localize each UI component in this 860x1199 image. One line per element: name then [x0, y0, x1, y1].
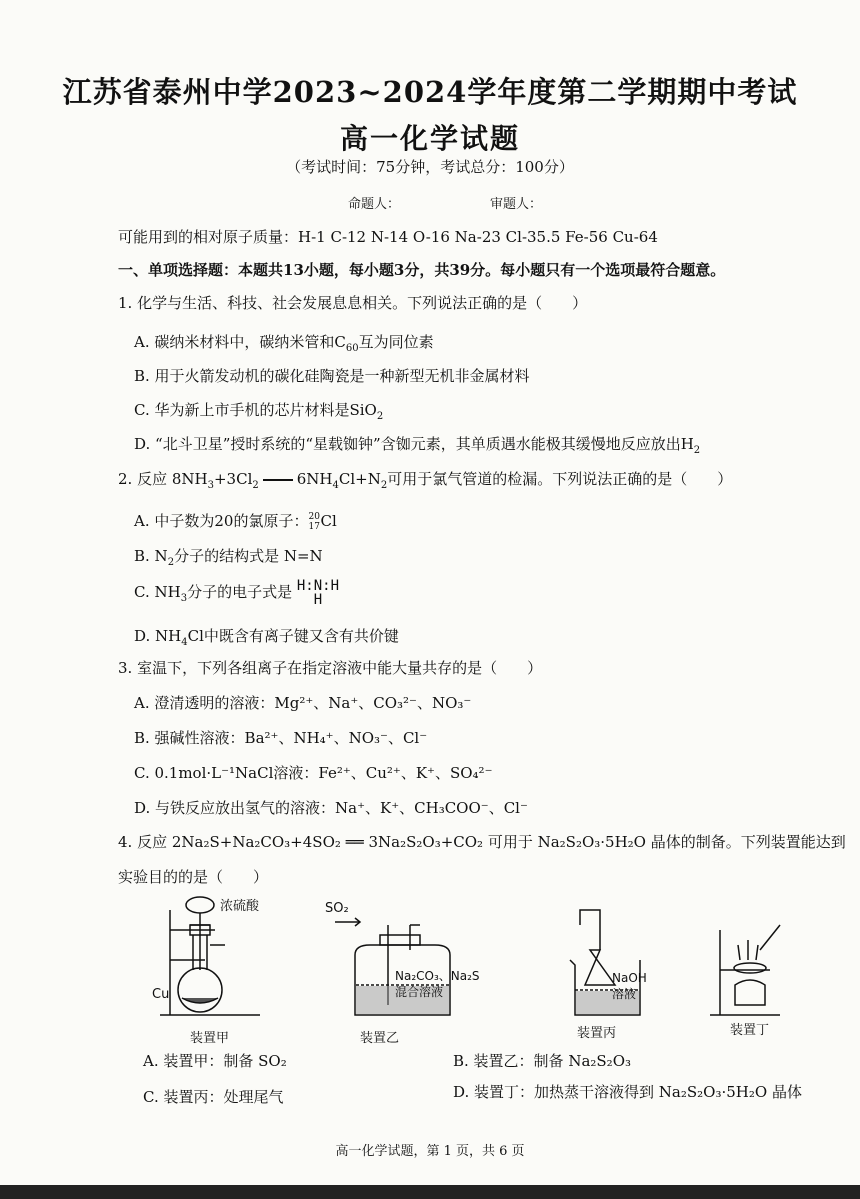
q3-option-c: C. 0.1mol·L⁻¹NaCl溶液：Fe²⁺、Cu²⁺、K⁺、SO₄²⁻: [134, 764, 493, 782]
reviewer-label: 审题人：: [490, 197, 543, 212]
q1-option-b: B. 用于火箭发动机的碳化硅陶瓷是一种新型无机非金属材料: [134, 367, 530, 385]
exam-info: （考试时间：75分钟，考试总分：100分）: [286, 158, 574, 176]
q3-option-a: A. 澄清透明的溶液：Mg²⁺、Na⁺、CO₃²⁻、NO₃⁻: [134, 694, 472, 712]
q3-option-d: D. 与铁反应放出氢气的溶液：Na⁺、K⁺、CH₃COO⁻、Cl⁻: [134, 799, 528, 817]
question-4-stem-continued: 实验目的的是（ ）: [118, 868, 269, 886]
q2-option-a: A. 中子数为20的氯原子： 20 17 Cl: [134, 512, 337, 532]
q4-option-a: A. 装置甲：制备 SO₂: [143, 1052, 287, 1070]
apparatus-jia: [160, 897, 260, 1015]
section-heading: 一、单项选择题：本题共13小题，每小题3分，共39分。每小题只有一个选项最符合题意。: [118, 261, 726, 279]
label-so2: SO₂: [325, 901, 349, 916]
caption-yi: 装置乙: [360, 1031, 400, 1046]
apparatus-ding: [710, 925, 780, 1015]
label-mixture-1: Na₂CO₃、Na₂S: [395, 969, 480, 983]
q1-option-d: D. “北斗卫星”授时系统的“星载铷钟”含铷元素，其单质遇水能极其缓慢地反应放出$H_2$: [134, 435, 701, 456]
label-naoh: NaOH: [612, 971, 647, 985]
lewis-structure: H:N:H H: [296, 578, 340, 608]
isotope-notation: 20 17: [308, 512, 320, 532]
label-concentrated-sulfuric-acid: 浓硫酸: [220, 899, 260, 914]
apparatus-figure: [120, 890, 820, 1020]
q4-option-b: B. 装置乙：制备 Na₂S₂O₃: [453, 1052, 632, 1070]
question-2-stem: 2. 反应 $8NH_3+3Cl_2$ $6NH_4Cl+N_2$可用于氯气管道的检漏。下列说法正确的是（ ）: [118, 470, 733, 491]
q1-option-c: C. 华为新上市手机的芯片材料是SiO$_2$: [134, 401, 384, 422]
q1-option-a: A. 碳纳米材料中，碳纳米管和$C_{60}$互为同位素: [134, 333, 434, 354]
q3-option-b: B. 强碱性溶液：Ba²⁺、NH₄⁺、NO₃⁻、Cl⁻: [134, 729, 428, 747]
atomic-masses: 可能用到的相对原子质量：H-1 C-12 N-14 O-16 Na-23 Cl-35.5 Fe-56 Cu-64: [118, 228, 658, 246]
scan-edge: [0, 1185, 860, 1199]
exam-staff: [348, 193, 632, 212]
question-1-stem: 1. 化学与生活、科技、社会发展息息相关。下列说法正确的是（ ）: [118, 294, 588, 312]
q4-option-c: C. 装置丙：处理尾气: [143, 1088, 284, 1106]
q2-option-b: B. $N_2$分子的结构式是 N=N: [134, 547, 323, 568]
q4-option-d: D. 装置丁：加热蒸干溶液得到 Na₂S₂O₃·5H₂O 晶体: [453, 1083, 802, 1101]
page-subtitle: 高一化学试题: [339, 122, 520, 155]
page-title: 江苏省泰州中学2023~2024学年度第二学期期中考试: [62, 75, 798, 109]
setter-label: 命题人：: [348, 197, 401, 212]
page-footer: 高一化学试题，第 1 页，共 6 页: [335, 1144, 525, 1159]
caption-jia: 装置甲: [190, 1031, 230, 1046]
label-cu: Cu: [152, 987, 170, 1002]
label-solution: 溶液: [612, 987, 637, 1001]
label-mixture-2: 混合溶液: [395, 985, 444, 999]
equals-sign: [263, 479, 293, 481]
q2-option-c: C. $NH_3$分子的电子式是 H:N:H H: [134, 578, 340, 608]
caption-bing: 装置丙: [577, 1026, 617, 1041]
caption-ding: 装置丁: [730, 1023, 770, 1038]
q2-option-d: D. $NH_4Cl$中既含有离子键又含有共价键: [134, 627, 399, 648]
question-4-stem: 4. 反应 2Na₂S+Na₂CO₃+4SO₂ ══ 3Na₂S₂O₃+CO₂ 可用于 Na₂S₂O₃·5H₂O 晶体的制备。下列装置能达到: [118, 833, 846, 851]
question-3-stem: 3. 室温下，下列各组离子在指定溶液中能大量共存的是（ ）: [118, 659, 543, 677]
